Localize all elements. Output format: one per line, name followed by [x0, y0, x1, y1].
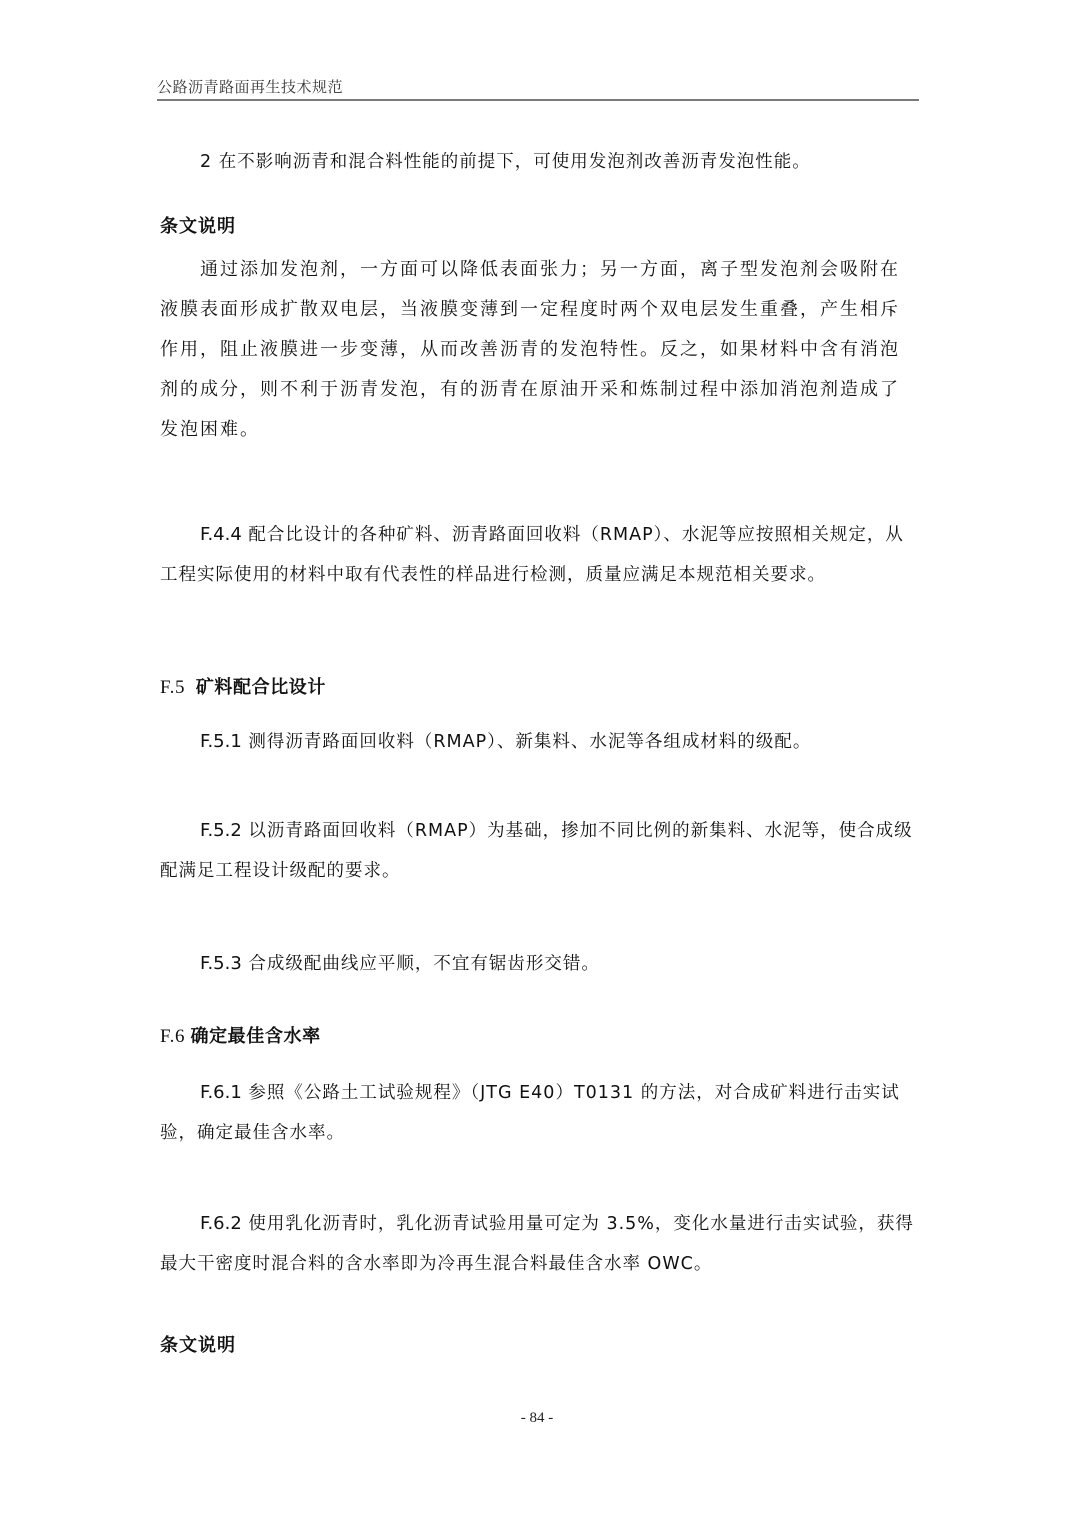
- clause-text: 测得沥青路面回收料（RMAP）、新集料、水泥等各组成材料的级配。: [248, 732, 812, 752]
- clause-number: F.5.1: [200, 731, 242, 752]
- clause-text: 以沥青路面回收料（RMAP）为基础，掺加不同比例的新集料、水泥等，使合成级配满足工程设计级配的要求。: [160, 821, 913, 881]
- clause-number: F.6.2: [200, 1213, 242, 1234]
- section-title: 确定最佳含水率: [190, 1026, 321, 1047]
- header-rule: [157, 99, 919, 101]
- clause-number: F.6.1: [200, 1082, 242, 1103]
- clause-number: F.5.3: [200, 953, 242, 974]
- explanation-heading-1: 条文说明: [160, 216, 236, 237]
- item-2-paragraph: 2 在不影响沥青和混合料性能的前提下，可使用发泡剂改善沥青发泡性能。: [200, 152, 811, 172]
- section-number: F.6: [160, 1026, 186, 1047]
- clause-text: 使用乳化沥青时，乳化沥青试验用量可定为 3.5%，变化水量进行击实试验，获得最大干密度时混合料的含水率即为冷再生混合料最佳含水率 OWC。: [160, 1214, 914, 1274]
- section-f6-heading: [160, 1017, 918, 1057]
- clause-f61: [160, 1073, 918, 1153]
- clause-f51: [160, 722, 918, 762]
- clause-f53: [160, 944, 918, 984]
- clause-text: 配合比设计的各种矿料、沥青路面回收料（RMAP）、水泥等应按照相关规定，从工程实际使用的材料中取有代表性的样品进行检测，质量应满足本规范相关要求。: [160, 525, 904, 585]
- clause-f52: [160, 811, 918, 891]
- clause-text: 参照《公路土工试验规程》（JTG E40）T0131 的方法，对合成矿料进行击实试验，确定最佳含水率。: [160, 1083, 900, 1143]
- section-number: F.5: [160, 677, 186, 698]
- section-title: 矿料配合比设计: [195, 677, 327, 698]
- explanation-heading-2: 条文说明: [160, 1335, 236, 1356]
- clause-number: F.4.4: [200, 524, 242, 545]
- clause-f62: [160, 1204, 918, 1284]
- explanation-paragraph-1: 通过添加发泡剂，一方面可以降低表面张力；另一方面，离子型发泡剂会吸附在液膜表面形成扩散双电层，当液膜变薄到一定程度时两个双电层发生重叠，产生相斥作用，阻止液膜进一步变薄，从而改善沥青的发泡特性。反之，如果材料中含有消泡剂的成分，则不利于沥青发泡，有的沥青在原油开采和炼制过程中添加消泡剂造成了发泡困难。: [160, 259, 900, 440]
- section-f5-heading: [160, 668, 918, 708]
- running-header-title: 公路沥青路面再生技术规范: [157, 80, 344, 96]
- clause-f44: [160, 515, 918, 595]
- clause-text: 合成级配曲线应平顺，不宜有锯齿形交错。: [248, 954, 600, 974]
- page-number: - 84 -: [520, 1410, 554, 1426]
- clause-number: F.5.2: [200, 820, 242, 841]
